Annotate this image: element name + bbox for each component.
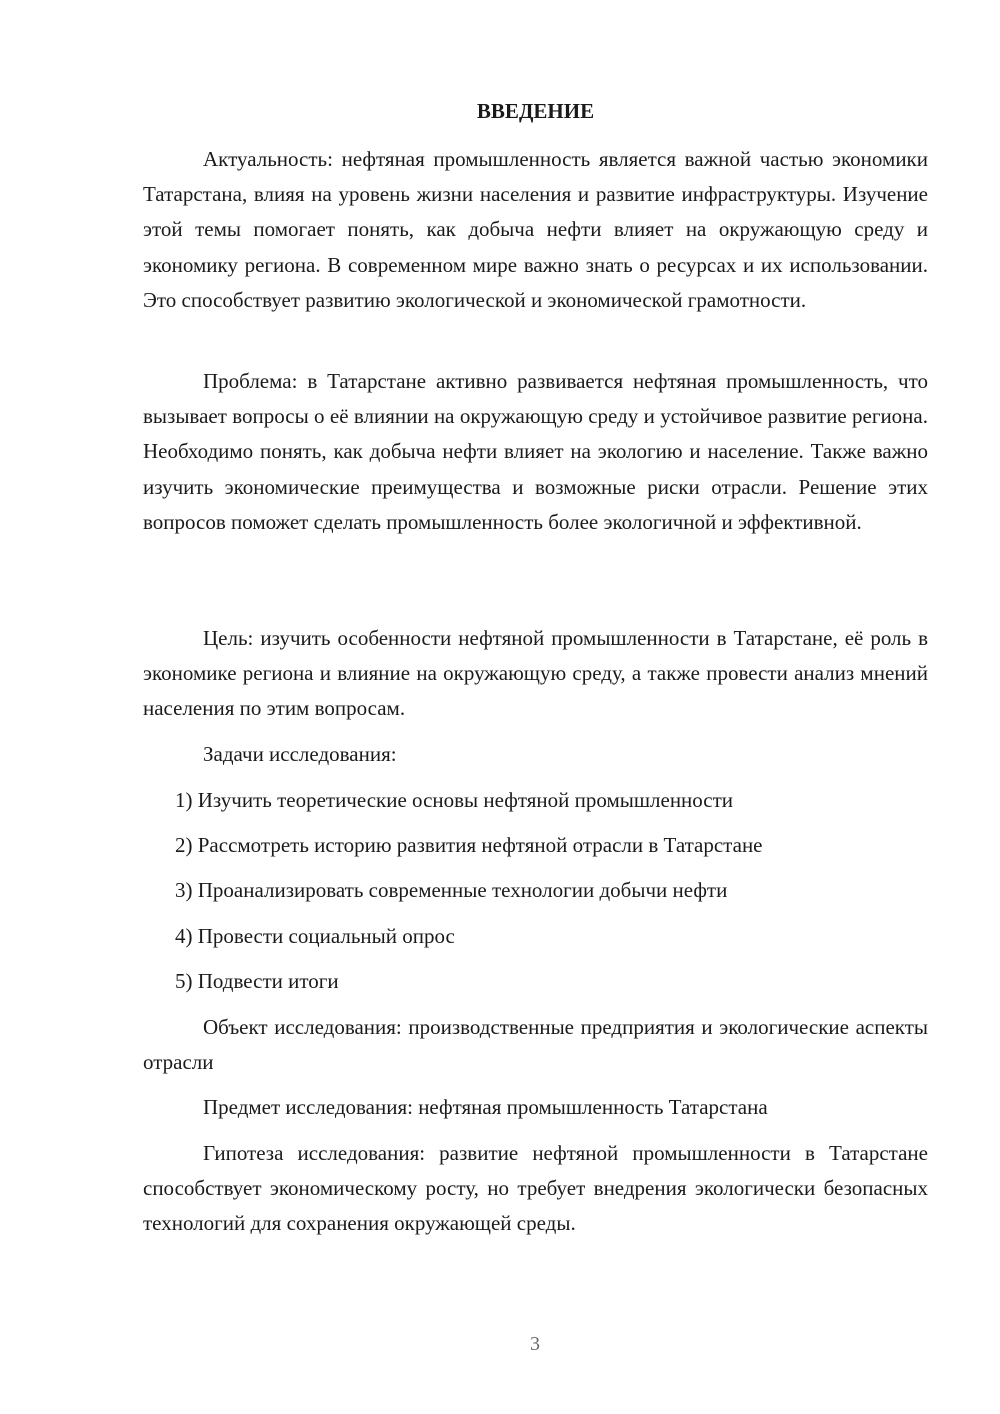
problem-paragraph: Проблема: в Татарстане активно развивается нефтяная промышленность, что вызывает вопросы о её влиянии на окружающую среду и устойчивое развитие региона. Необходимо понять, как добыча нефти влияет на экологию и население. Также важно изучить экономические преимущества и возможные риски отрасли. Решение этих вопросов поможет сделать промышленность более экологичной и эффективной. (143, 369, 928, 534)
task-item: 1) Изучить теоретические основы нефтяной промышленности (175, 788, 734, 812)
task-item: 3) Проанализировать современные технологии добычи нефти (175, 878, 728, 902)
subject-paragraph: Предмет исследования: нефтяная промышленность Татарстана (203, 1095, 768, 1119)
page-title: ВВЕДЕНИЕ (476, 99, 595, 123)
task-item: 4) Провести социальный опрос (175, 924, 455, 948)
tasks-heading: Задачи исследования: (203, 742, 397, 766)
task-item: 2) Рассмотреть историю развития нефтяной отрасли в Татарстане (175, 833, 763, 857)
relevance-paragraph: Актуальность: нефтяная промышленность является важной частью экономики Татарстана, влияя на уровень жизни населения и развитие инфраструктуры. Изучение этой темы помогает понять, как добыча нефти влияет на окружающую среду и экономику региона. В современном мире важно знать о ресурсах и их использовании. Это способствует развитию экологической и экономической грамотности. (143, 147, 928, 312)
object-paragraph: Объект исследования: производственные предприятия и экологические аспекты отрасли (143, 1015, 928, 1075)
goal-paragraph: Цель: изучить особенности нефтяной промышленности в Татарстане, её роль в экономике региона и влияние на окружающую среду, а также провести анализ мнений населения по этим вопросам. (143, 626, 928, 721)
hypothesis-paragraph: Гипотеза исследования: развитие нефтяной промышленности в Татарстане способствует экономическому росту, но требует внедрения экологически безопасных технологий для сохранения окружающей среды. (143, 1141, 928, 1236)
task-item: 5) Подвести итоги (175, 969, 339, 993)
page-number: 3 (530, 1333, 540, 1355)
